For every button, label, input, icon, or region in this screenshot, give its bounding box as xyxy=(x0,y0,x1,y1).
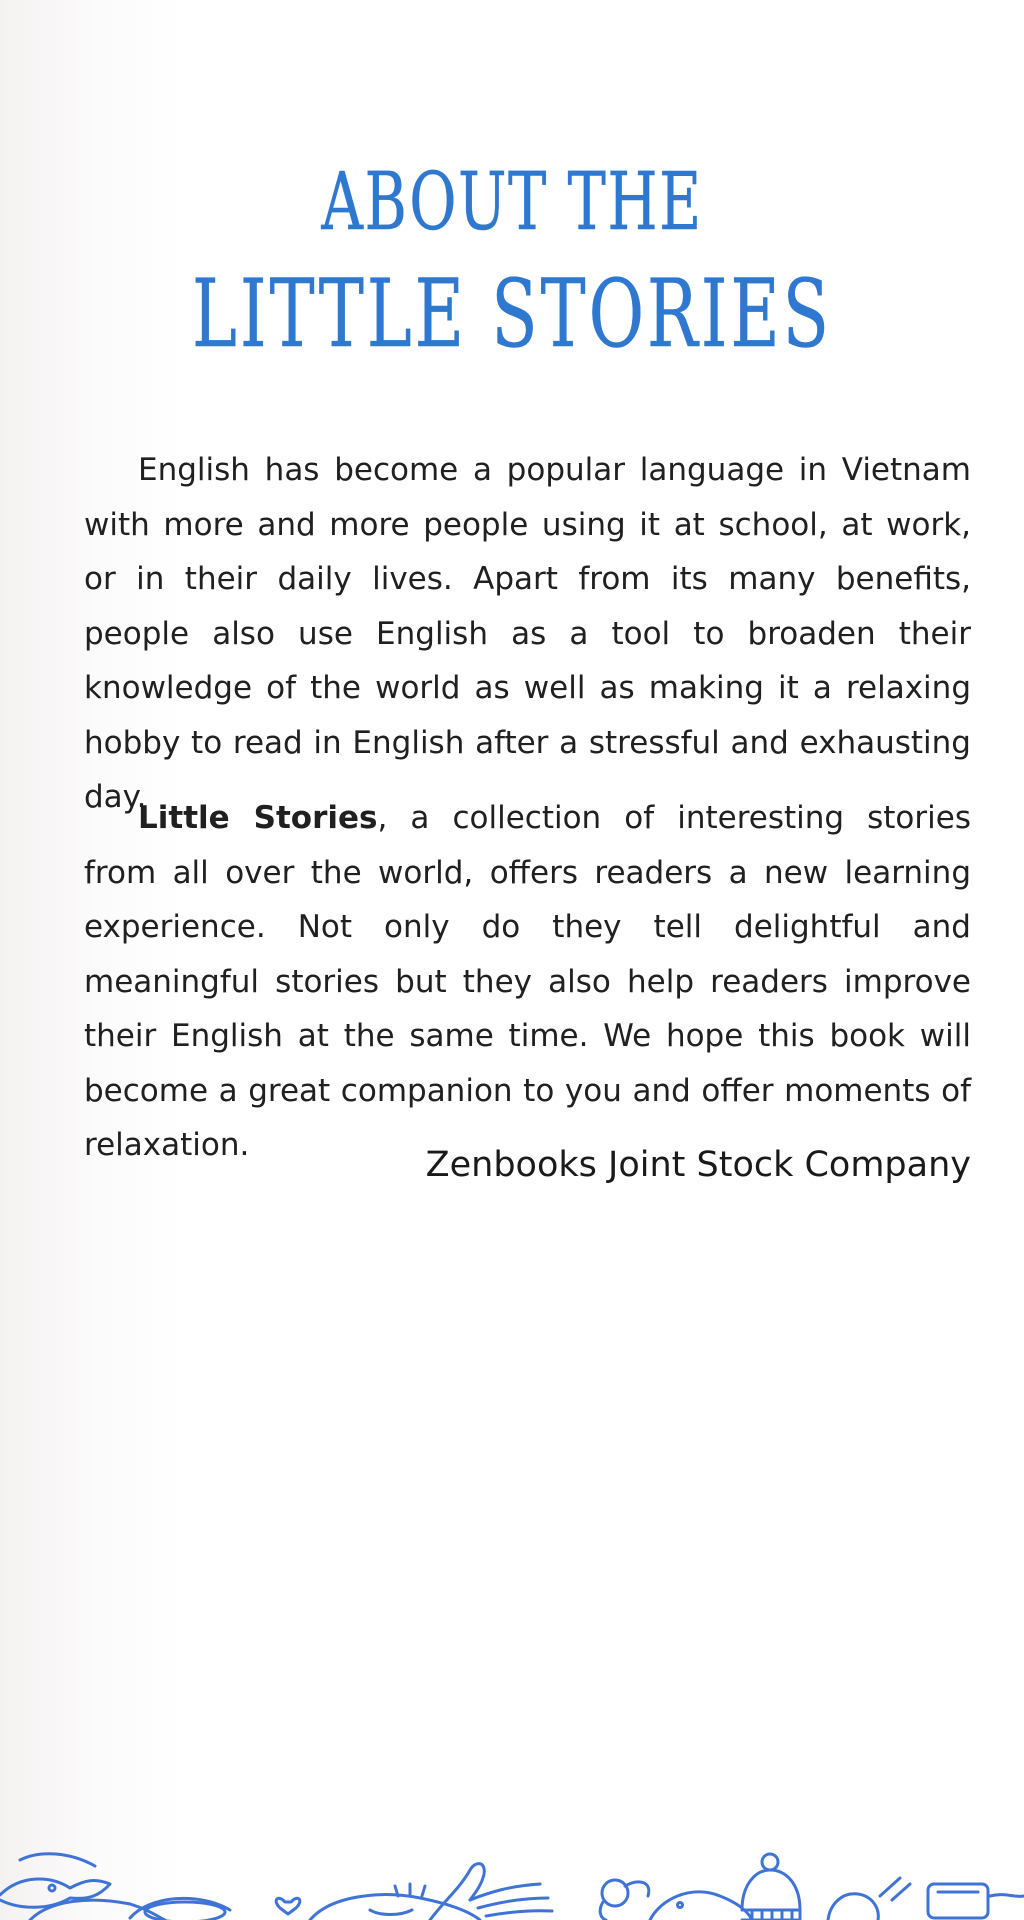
doodle-border-icon xyxy=(0,1800,1024,1920)
book-description-paragraph xyxy=(84,791,971,1173)
title-line-1: ABOUT THE xyxy=(321,155,703,248)
publisher-signature: Zenbooks Joint Stock Company xyxy=(425,1145,971,1185)
intro-paragraph: English has become a popular language in Vietnam with more and more people using it at school, at work, or in their daily lives. Apart from its many benefits, people also use English as a tool to broaden their knowledge of the world as well as making it a relaxing hobby to read in English after a stressful and exhausting day. xyxy=(84,452,971,815)
title-line-2: LITTLE STORIES xyxy=(192,260,832,369)
book-description-text: , a collection of interesting stories from all over the world, offers readers a new learning experience. Not only do they tell delightful and meaningful stories but they also help readers improve their English at the same time. We hope this book will become a great companion to you and offer moments of relaxation. xyxy=(84,800,971,1163)
book-name: Little Stories xyxy=(138,800,378,836)
